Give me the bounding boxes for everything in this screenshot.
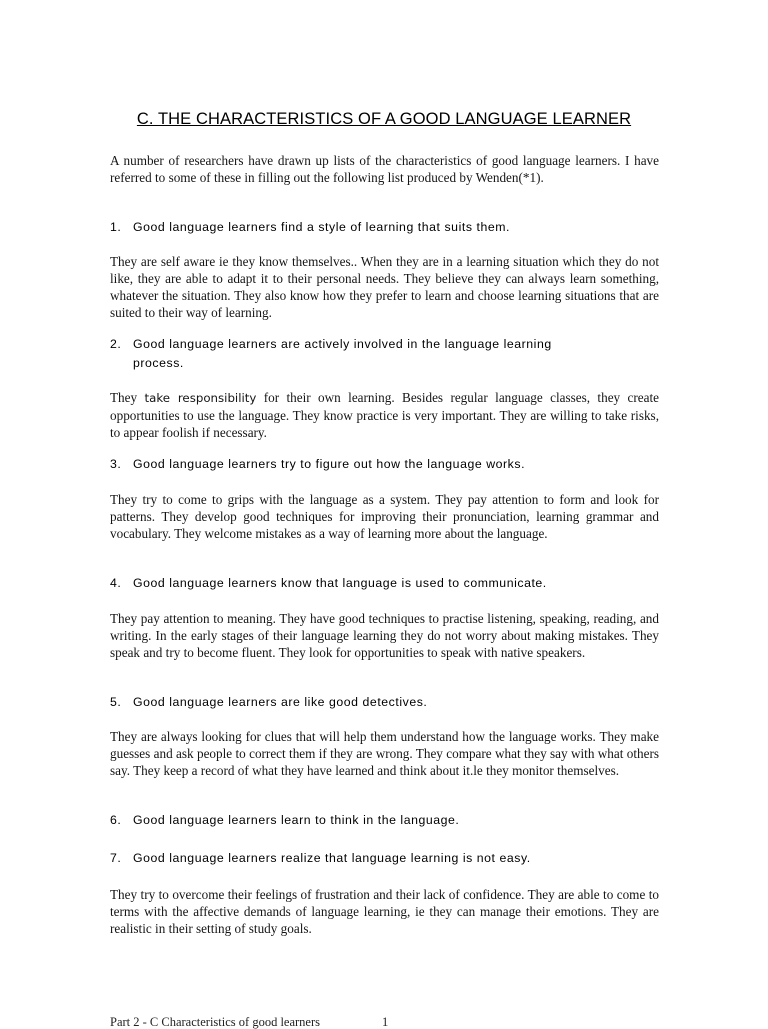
section-body-2-rest: for their own learning. Besides regular language classes, they create opportunities to use the language. They know practice is very important. They are willing to take risks, to appear foolish if necessary.: [110, 390, 659, 440]
section-heading-7: [110, 849, 670, 868]
section-body-7: They try to overcome their feelings of frustration and their lack of confidence. They are able to come to terms with the affective demands of language learning, ie they can manage their emotions. They are realistic in their setting of study goals.: [110, 887, 659, 936]
section-heading-6: [110, 811, 670, 830]
section-body-5: They are always looking for clues that will help them understand how the language works. They make guesses and ask people to correct them if they are wrong. They compare what they say with what others say. They keep a record of what they have learned and think about it.le they monitor themselves.: [110, 729, 659, 778]
section-number-4: 4.: [110, 576, 122, 590]
section-heading-4: [110, 574, 670, 593]
section-body-1: They are self aware ie they know themselves.. When they are in a learning situation which they do not like, they are able to adapt it to their personal needs. They believe they can always learn something, whatever the situation. They also know how they prefer to learn and choose learning situations that are suited to their way of learning.: [110, 254, 659, 320]
section-heading-text-7: Good language learners realize that language learning is not easy.: [133, 851, 531, 865]
section-number-1: 1.: [110, 220, 122, 234]
emphasis-take-responsibility: take responsibility: [144, 391, 257, 405]
intro-paragraph: A number of researchers have drawn up lists of the characteristics of good language learners. I have referred to some of these in filling out the following list produced by Wenden(*1).: [110, 153, 659, 185]
page-footer: [110, 1015, 670, 1029]
section-heading-text-2-line1: Good language learners are actively involved in the language learning: [133, 337, 552, 351]
document-title: C. THE CHARACTERISTICS OF A GOOD LANGUAGE LEARNER: [136, 110, 632, 128]
section-heading-text-6: Good language learners learn to think in the language.: [133, 813, 460, 827]
footer-page-number: 1: [382, 1015, 389, 1029]
section-number-2: 2.: [110, 337, 122, 351]
section-heading-text-5: Good language learners are like good detectives.: [133, 695, 428, 709]
section-number-6: 6.: [110, 813, 122, 827]
section-body-3: They try to come to grips with the language as a system. They pay attention to form and look for patterns. They develop good techniques for improving their pronunciation, learning grammar and vocabulary. They welcome mistakes as a way of learning more about the language.: [110, 492, 659, 541]
section-heading-3: [110, 455, 670, 474]
section-heading-text-1: Good language learners find a style of learning that suits them.: [133, 220, 510, 234]
section-number-3: 3.: [110, 457, 122, 471]
section-heading-text-4: Good language learners know that language is used to communicate.: [133, 576, 547, 590]
section-heading-text-2-line2: process.: [133, 356, 184, 370]
section-number-5: 5.: [110, 695, 122, 709]
section-body-4: They pay attention to meaning. They have good techniques to practise listening, speaking, reading, and writing. In the early stages of their language learning they do not worry about making mistakes. They speak and try to become fluent. They look for opportunities to speak with native speakers.: [110, 611, 659, 660]
section-heading-2: [110, 335, 670, 373]
section-heading-1: [110, 218, 670, 237]
section-heading-5: [110, 693, 670, 712]
section-body-2-start: They: [110, 390, 145, 405]
footer-text: Part 2 - C Characteristics of good learners: [110, 1015, 321, 1029]
section-body-2: [110, 389, 659, 441]
section-number-7: 7.: [110, 851, 122, 865]
section-heading-text-3: Good language learners try to figure out how the language works.: [133, 457, 526, 471]
